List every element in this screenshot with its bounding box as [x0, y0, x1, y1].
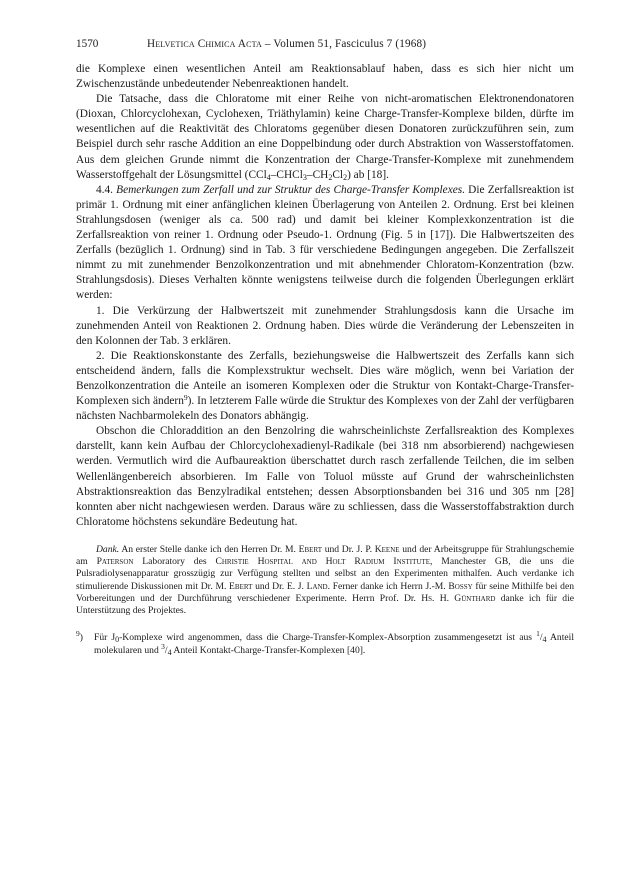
paragraph-point-2: 2. Die Reaktionskonstante des Zerfalls, beziehungsweise die Halbwertszeit des Zerfalls kann sich entscheidend ändern, falls die Komplexstruktur wechselt. Dies wäre möglich, wenn bei Variation der Benzolkonzentration die Anteile an isomeren Komplexen oder die Struktur von Kontakt-Charge-Transfer-Komplexen sich ändern$^9$). In letzterem Falle würde die Struktur des Komplexes von der Zahl der verfügbaren nächsten Nachbarmolekeln des Donators abhängig. [76, 349, 575, 423]
paragraph-point-1: 1. Die Verkürzung der Halbwertszeit mit zunehmender Strahlungsdosis kann die Ursache im zunehmenden Anteil von Reaktionen 2. Ordnung haben. Dies würde die Veränderung der Lebenszeiten in den Kolonnen der Tab. 3 erklären. [76, 304, 574, 347]
journal-name: Helvetica Chimica Acta [147, 38, 262, 50]
footnote-reference[interactable]: 9 [183, 393, 188, 403]
paragraph-chloraddition: Obschon die Chloraddition an den Benzolring die wahrscheinlichste Zerfallsreaktion des Komplexes darstellt, kann kein Aufbau der Chlorcyclohexadienyl-Radikale (bei 318 nm absorbierend) nachgewiesen werden. Vermutlich wird die Aufbaureaktion überschattet durch rasch zerfallende Teilchen, die im selben Wellenlängenbereich absorbieren. Im Falle von Toluol müsste auf Grund der wahrscheinlichsten Abstraktionsreaktion das Benzylradikal entstehen; dessen Absorptionsbanden bei 316 und 305 nm [28] konnten aber nicht nachgewiesen werden. Daraus wäre zu schliessen, dass die Wasserstoffabstraktion durch Chloratome höchstens sekundäre Bedeutung hat. [76, 425, 574, 528]
main-text [76, 62, 574, 530]
section-4-4: 4.4. Bemerkungen zum Zerfall und zur Struktur des Charge-Transfer Komplexes. Die Zerfallsreaktion ist primär 1. Ordnung mit einer anfänglichen kleinen Überlagerung von Anteilen 2. Ordnung. Erst bei kleinen Strahlungsdosen (weniger als ca. 500 rad) und damit bei kleiner Komplexkonzentration ist die Zerfallsreaktion von reiner 1. Ordnung oder Pseudo-1. Ordnung (Fig. 5 in [17]). Die Halbwertszeiten des Zerfalls (bezüglich 1. Ordnung) sind in Tab. 3 für verschiedene Bedingungen angegeben. Die Zerfallszeit nimmt zu mit zunehmender Benzolkonzentration und mit abnehmender Chloratom-Konzentration (bzw. Strahlungsdosis). Dieses Verhalten könnte wenigstens teilweise durch die folgenden Überlegungen erklärt werden: [76, 183, 574, 302]
journal-issue: – Volumen 51, Fasciculus 7 (1968) [261, 38, 427, 50]
page-number: 1570 [76, 38, 99, 50]
section-heading: Bemerkungen zum Zerfall und zur Struktur des Charge-Transfer Komplexes. [116, 183, 466, 196]
acknowledgement: Dank. An erster Stelle danke ich den Herren Dr. M. Ebert und Dr. J. P. Keene und der Arbeitsgruppe für Strahlungschemie am Paterson Laboratory des Christie Hospital and Holt Radium Institute, Manchester GB, die uns die Pulsradiolysenapparatur grosszügig zur Verfügung stellten und selbst an den Experimenten mithalfen. Auch verdanke ich stimulierende Diskussionen mit Dr. M. Ebert und Dr. E. J. Land. Ferner danke ich Herrn J.-M. Bossy für seine Mithilfe bei den Vorbereitungen und der Durchführung verschiedener Experimente. Herrn Prof. Dr. Hs. H. Günthard danke ich für die Unterstützung des Projektes. [76, 543, 575, 616]
footnote-9: $^9$) Für $J_0$-Komplexe wird angenommen, dass die Charge-Transfer-Komplex-Absorption zusammengesetzt ist aus $^1/_4$ Anteil molekularen und $^3/_4$ Anteil Kontakt-Charge-Transfer-Komplexen [40]. [76, 629, 574, 657]
acknowledgement-lead: Dank. [96, 543, 120, 555]
section-number: 4.4. [96, 183, 117, 196]
paragraph-chloratoms: Die Tatsache, dass die Chloratome mit einer Reihe von nicht-aromatischen Elektronendonatoren (Dioxan, Chlorcyclohexan, Cyclohexen, Triäthylamin) keine Charge-Transfer-Komplexe bilden, dürfte im wesentlichen auf die Reaktivität des Chloratoms gegenüber diesen Donatoren zurückzuführen sein, zum Beispiel durch sehr rasche Addition an eine Doppelbindung oder durch Abstraktion von Wasserstoffatomen. Aus dem gleichen Grunde nimmt die Konzentration der Charge-Transfer-Komplexe mit zunehmendem Wasserstoffgehalt der Lösungsmittel $(CCl_4-CHCl_3-CH_2Cl_2)$ ab [18]. [76, 93, 574, 182]
paragraph-continuation: die Komplexe einen wesentlichen Anteil am Reaktionsablauf haben, dass es sich hier nicht um Zwischenzustände unbedeutender Nebenreaktionen handelt. [76, 63, 574, 91]
running-head [76, 36, 574, 52]
journal-citation [147, 36, 426, 52]
footnote-mark: $^9$) [76, 629, 83, 644]
